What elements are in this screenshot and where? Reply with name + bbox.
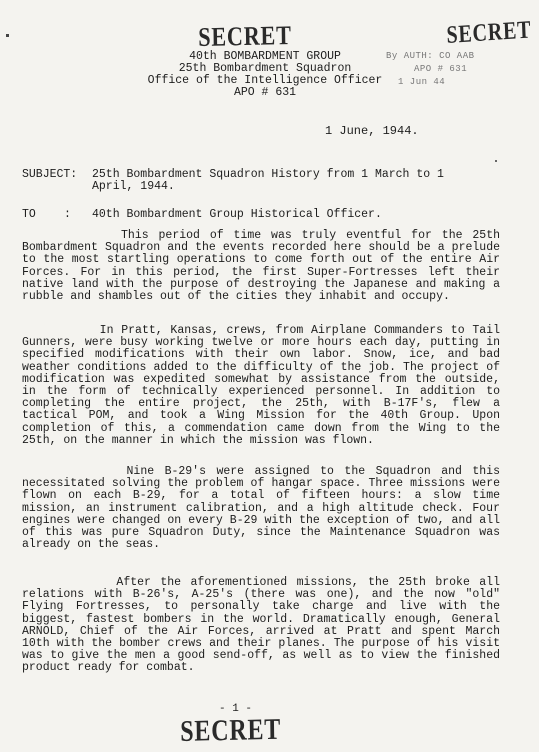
document-date: 1 June, 1944. xyxy=(325,124,419,138)
secret-stamp-right: SECRET xyxy=(446,16,532,49)
letterhead-group: 40th BOMBARDMENT GROUP xyxy=(189,50,341,63)
scan-speck xyxy=(495,160,497,162)
scan-speck xyxy=(6,34,9,37)
auth-line: By AUTH: CO AAB xyxy=(386,51,475,61)
to-text: 40th Bombardment Group Historical Officer. xyxy=(92,208,382,221)
letterhead xyxy=(130,51,400,99)
subject-label: SUBJECT: xyxy=(22,168,78,181)
letterhead-squadron: 25th Bombardment Squadron xyxy=(178,62,352,75)
page-number: - 1 - xyxy=(219,703,253,715)
letterhead-apo: APO # 631 xyxy=(233,86,297,99)
to-label: TO xyxy=(22,208,36,221)
to-colon: : xyxy=(64,208,71,221)
body-paragraph: Nine B-29's were assigned to the Squadron and this necessitated solving the problem of hangar space. Three missions were flown on each B-29, for a total of fifteen hours: a slow time mission, an instrument calibration, and a high altitude check. Four engines were changed on every B-29 with the exception of two, and all of this was pure Squadron Duty, since the Maintenance Squadron was already on the seas. xyxy=(22,465,500,552)
authentication-stamp xyxy=(386,50,536,89)
secret-stamp-bottom: SECRET xyxy=(180,712,282,748)
body-paragraph: This period of time was truly eventful for the 25th Bombardment Squadron and the events recorded here should be a prelude to the most startling operations to come forth out of the entire Air Forces. For in this period, the first Super-Fortresses left their native land with the purpose of destroying the Japanese and making a rubble and shambles out of the cities they inhabit and occupy. xyxy=(22,229,500,304)
letterhead-office: Office of the Intelligence Officer xyxy=(147,74,383,87)
auth-line: APO # 631 xyxy=(414,64,468,74)
subject-text: 25th Bombardment Squadron History from 1 March to 1 April, 1944. xyxy=(92,168,444,193)
body-paragraph: After the aforementioned missions, the 25th broke all relations with B-26's, A-25's (there was one), and the now "old" Flying Fortresses, to personally take charge and live with the biggest, fastest bombers in the world. Dramatically enough, General ARNOLD, Chief of the Air Forces, arrived at Pratt and spent March 10th with the bomber crews and their planes. The purpose of his visit was to give the men a good send-off, as well as to view the finished product ready for combat. xyxy=(22,576,500,675)
auth-line: 1 Jun 44 xyxy=(398,77,446,87)
secret-stamp-top: SECRET xyxy=(198,20,292,52)
body-paragraph: In Pratt, Kansas, crews, from Airplane Commanders to Tail Gunners, were busy working twelve or more hours each day, putting in specified modifications with their own labor. Snow, ice, and bad weather conditions added to the difficulty of the job. The project of modification was expedited somewhat by assistance from the outside, in the form of technically experienced personnel. In addition to completing the entire project, the 25th, with B-17F's, flew a tactical POM, and took a Wing Mission for the 40th Group. Upon completion of this, a commendation came down from the Wing to the 25th, on the manner in which the mission was flown. xyxy=(22,324,500,447)
